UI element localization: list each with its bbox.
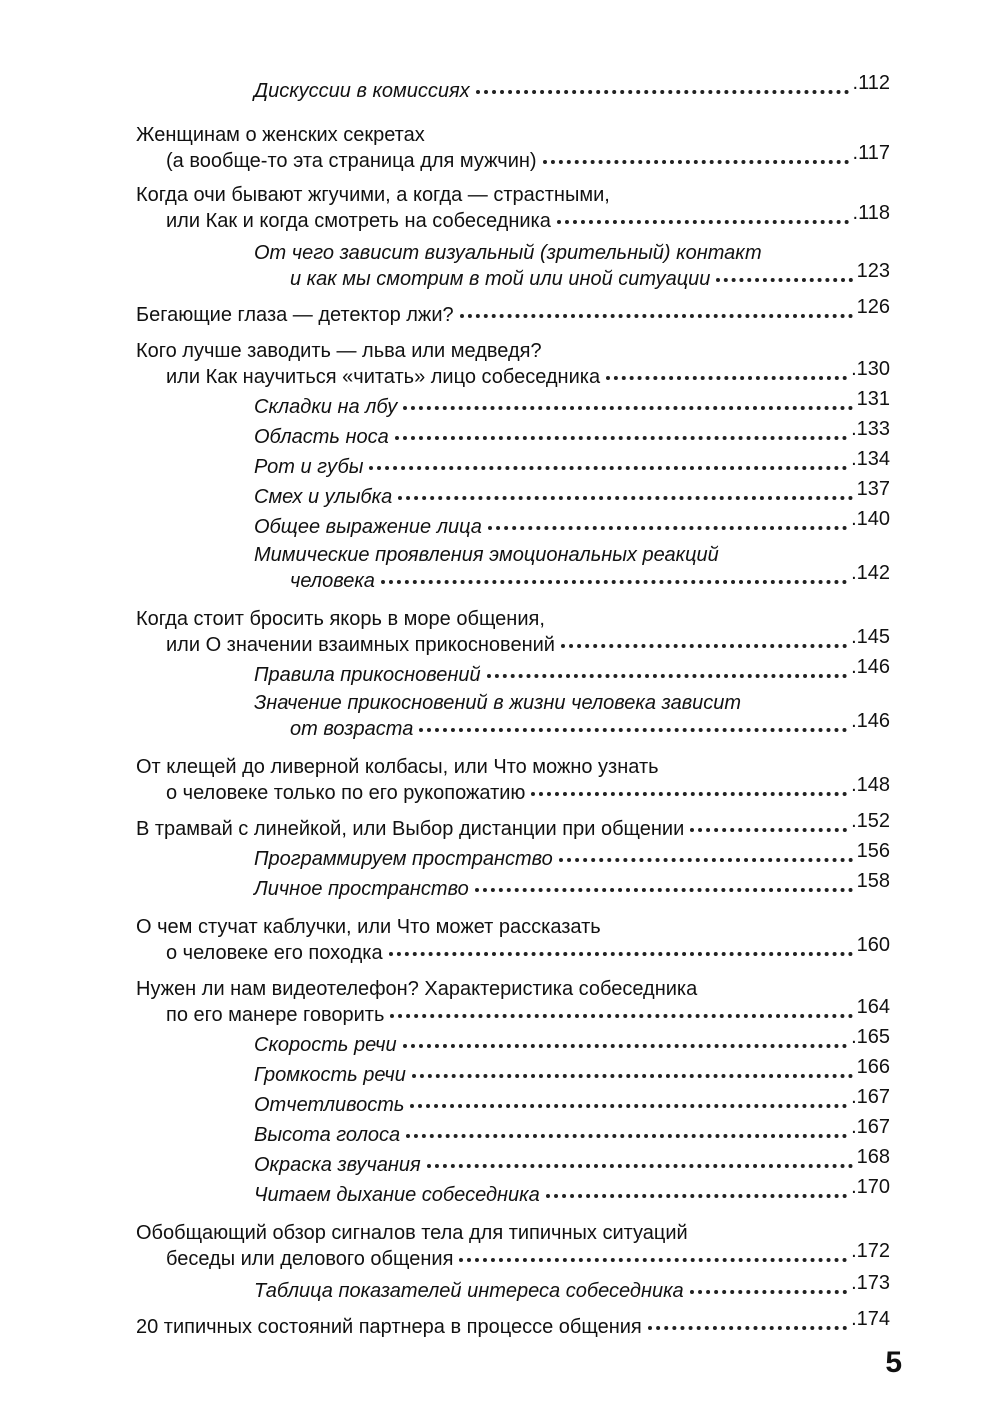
toc-entry-line	[254, 508, 890, 540]
dot-leader	[395, 432, 847, 440]
toc-entry-line	[254, 1026, 890, 1058]
toc-entry-title: или Как научиться «читать» лицо собеседника	[166, 366, 601, 388]
dot-leader	[427, 1160, 853, 1168]
toc-entry-title: Скорость речи	[254, 1034, 397, 1056]
dot-leader	[419, 724, 847, 732]
dot-leader	[690, 824, 847, 832]
toc-entry-line	[136, 142, 890, 174]
toc-entry-line	[254, 260, 890, 292]
toc-entry-title: Мимические проявления эмоциональных реакций	[254, 544, 719, 566]
dot-leader	[381, 576, 847, 584]
toc-section-entry	[0, 448, 1000, 480]
toc-entry-line	[254, 418, 890, 450]
toc-entry-title: от возраста	[290, 718, 414, 740]
toc-section-entry	[0, 542, 1000, 594]
toc-page-number: .152	[851, 810, 890, 832]
toc-section-entry	[0, 478, 1000, 510]
toc-section-entry	[0, 72, 1000, 104]
toc-entry-line	[136, 934, 890, 966]
toc-page-number: .170	[851, 1176, 890, 1198]
toc-entry-title: человека	[290, 570, 375, 592]
toc-entry-line	[254, 388, 890, 420]
toc-entry-title: От чего зависит визуальный (зрительный) контакт	[254, 242, 762, 264]
toc-entry-title: Складки на лбу	[254, 396, 398, 418]
toc-entry-title: 20 типичных состояний партнера в процессе общения	[136, 1316, 642, 1338]
toc-entry-title: Окраска звучания	[254, 1154, 421, 1176]
toc-page-number: .165	[851, 1026, 890, 1048]
dot-leader	[390, 1010, 852, 1018]
toc-section-entry	[0, 1086, 1000, 1118]
dot-leader	[557, 216, 849, 224]
toc-entry-title: Женщинам о женских секретах	[136, 124, 425, 146]
dot-leader	[543, 156, 849, 164]
toc-page-number: 166	[856, 1056, 890, 1078]
toc-page-number: .118	[852, 202, 890, 224]
toc-entry-title: или О значении взаимных прикосновений	[166, 634, 555, 656]
toc-section-entry	[0, 240, 1000, 292]
toc-section-entry	[0, 388, 1000, 420]
toc-page-number: .134	[851, 448, 890, 470]
toc-section-entry	[0, 1146, 1000, 1178]
toc-entry-line	[254, 1056, 890, 1088]
toc-chapter-entry	[0, 810, 1000, 842]
toc-entry-line	[136, 202, 890, 234]
toc-page-number: 160	[856, 934, 890, 956]
toc-entry-title: Читаем дыхание собеседника	[254, 1184, 540, 1206]
dot-leader	[648, 1322, 847, 1330]
toc-section-entry	[0, 1056, 1000, 1088]
toc-entry-line	[254, 840, 890, 872]
toc-entry-title: Программируем пространство	[254, 848, 553, 870]
toc-entry-title: Отчетливость	[254, 1094, 405, 1116]
toc-page-number: .174	[851, 1308, 890, 1330]
toc-entry-line	[136, 810, 890, 842]
toc-entry-title: В трамвай с линейкой, или Выбор дистанции при общении	[136, 818, 685, 840]
toc-entry-line	[136, 1308, 890, 1340]
dot-leader	[531, 788, 847, 796]
toc-chapter-entry	[0, 296, 1000, 328]
toc-entry-title: или Как и когда смотреть на собеседника	[166, 210, 551, 232]
toc-page-number: .167	[851, 1086, 890, 1108]
toc-entry-line	[136, 774, 890, 806]
dot-leader	[460, 310, 853, 318]
toc-entry-line	[254, 870, 890, 902]
dot-leader	[561, 640, 847, 648]
toc-entry-title: Общее выражение лица	[254, 516, 482, 538]
toc-page-number: 168	[856, 1146, 890, 1168]
toc-page-number: .173	[851, 1272, 890, 1294]
toc-page-number: 137	[856, 478, 890, 500]
toc-entry-title: Громкость речи	[254, 1064, 406, 1086]
toc-section-entry	[0, 690, 1000, 742]
toc-chapter-entry	[0, 182, 1000, 234]
toc-entry-line	[254, 1272, 890, 1304]
dot-leader	[475, 884, 853, 892]
toc-page-number: .112	[852, 72, 890, 94]
toc-chapter-entry	[0, 122, 1000, 174]
toc-section-entry	[0, 1272, 1000, 1304]
toc-entry-line	[254, 448, 890, 480]
dot-leader	[716, 274, 852, 282]
toc-section-entry	[0, 1026, 1000, 1058]
toc-page-number: .142	[851, 562, 890, 584]
toc-page-number: .148	[851, 774, 890, 796]
toc-entry-line	[254, 656, 890, 688]
toc-entry-line	[254, 1176, 890, 1208]
toc-entry-title: О чем стучат каблучки, или Что может рассказать	[136, 916, 601, 938]
toc-entry-line	[254, 562, 890, 594]
toc-entry-title: Дискуссии в комиссиях	[254, 80, 470, 102]
toc-entry-line	[254, 72, 890, 104]
toc-chapter-entry	[0, 976, 1000, 1028]
toc-chapter-entry	[0, 914, 1000, 966]
toc-chapter-entry	[0, 606, 1000, 658]
toc-page-number: 131	[856, 388, 890, 410]
toc-entry-title: Кого лучше заводить — льва или медведя?	[136, 340, 542, 362]
toc-section-entry	[0, 656, 1000, 688]
toc-chapter-entry	[0, 754, 1000, 806]
toc-entry-title: Бегающие глаза — детектор лжи?	[136, 304, 454, 326]
toc-entry-title: Когда очи бывают жгучими, а когда — страстными,	[136, 184, 610, 206]
toc-entry-title: Личное пространство	[254, 878, 469, 900]
dot-leader	[559, 854, 853, 862]
dot-leader	[403, 1040, 847, 1048]
toc-page-number: 126	[856, 296, 890, 318]
toc-page-number: .167	[851, 1116, 890, 1138]
toc-page-number: 164	[856, 996, 890, 1018]
toc-entry-line	[254, 1116, 890, 1148]
dot-leader	[403, 402, 852, 410]
dot-leader	[459, 1254, 847, 1262]
dot-leader	[398, 492, 852, 500]
toc-entry-line	[136, 626, 890, 658]
toc-entry-title: о человеке только по его рукопожатию	[166, 782, 526, 804]
toc-page-number: 123	[856, 260, 890, 282]
toc-entry-title: Значение прикосновений в жизни человека зависит	[254, 692, 742, 714]
dot-leader	[412, 1070, 853, 1078]
toc-entry-line	[254, 1086, 890, 1118]
toc-entry-title: Смех и улыбка	[254, 486, 393, 508]
toc-entry-line	[254, 478, 890, 510]
toc-section-entry	[0, 1116, 1000, 1148]
toc-section-entry	[0, 870, 1000, 902]
toc-entry-line	[136, 358, 890, 390]
toc-chapter-entry	[0, 1220, 1000, 1272]
toc-entry-title: Рот и губы	[254, 456, 364, 478]
toc-page-number: .117	[852, 142, 890, 164]
toc-entry-line	[254, 1146, 890, 1178]
dot-leader	[690, 1286, 847, 1294]
dot-leader	[406, 1130, 847, 1138]
dot-leader	[546, 1190, 847, 1198]
toc-chapter-entry	[0, 338, 1000, 390]
toc-entry-title: От клещей до ливерной колбасы, или Что можно узнать	[136, 756, 659, 778]
toc-entry-title: Нужен ли нам видеотелефон? Характеристика собеседника	[136, 978, 698, 1000]
toc-page-number: 156	[856, 840, 890, 862]
toc-entry-title: Правила прикосновений	[254, 664, 481, 686]
dot-leader	[410, 1100, 847, 1108]
toc-page-number: .145	[851, 626, 890, 648]
toc-entry-line	[136, 1240, 890, 1272]
toc-page-number: .146	[851, 656, 890, 678]
toc-entry-title: Область носа	[254, 426, 389, 448]
toc-page-number: 158	[856, 870, 890, 892]
dot-leader	[606, 372, 847, 380]
toc-chapter-entry	[0, 1308, 1000, 1340]
dot-leader	[369, 462, 847, 470]
toc-entry-line	[254, 710, 890, 742]
toc-entry-title: беседы или делового общения	[166, 1248, 454, 1270]
dot-leader	[476, 86, 849, 94]
toc-entry-title: по его манере говорить	[166, 1004, 385, 1026]
toc-page-number: .130	[851, 358, 890, 380]
toc-page-number: .172	[851, 1240, 890, 1262]
toc-page-number: .133	[851, 418, 890, 440]
toc-section-entry	[0, 418, 1000, 450]
toc-entry-line	[136, 296, 890, 328]
toc-section-entry	[0, 840, 1000, 872]
toc-page-number: .140	[851, 508, 890, 530]
toc-section-entry	[0, 508, 1000, 540]
toc-entry-title: и как мы смотрим в той или иной ситуации	[290, 268, 711, 290]
toc-entry-title: Когда стоит бросить якорь в море общения,	[136, 608, 545, 630]
toc-entry-title: (а вообще-то эта страница для мужчин)	[166, 150, 537, 172]
toc-entry-title: Таблица показателей интереса собеседника	[254, 1280, 684, 1302]
toc-entry-title: Обобщающий обзор сигналов тела для типичных ситуаций	[136, 1222, 688, 1244]
table-of-contents	[0, 72, 1000, 1340]
toc-section-entry	[0, 1176, 1000, 1208]
toc-entry-title: о человеке его походка	[166, 942, 383, 964]
toc-entry-line	[136, 996, 890, 1028]
dot-leader	[389, 948, 853, 956]
toc-entry-title: Высота голоса	[254, 1124, 401, 1146]
toc-page-number: .146	[851, 710, 890, 732]
dot-leader	[488, 522, 847, 530]
dot-leader	[487, 670, 847, 678]
page-number: 5	[885, 1346, 902, 1379]
